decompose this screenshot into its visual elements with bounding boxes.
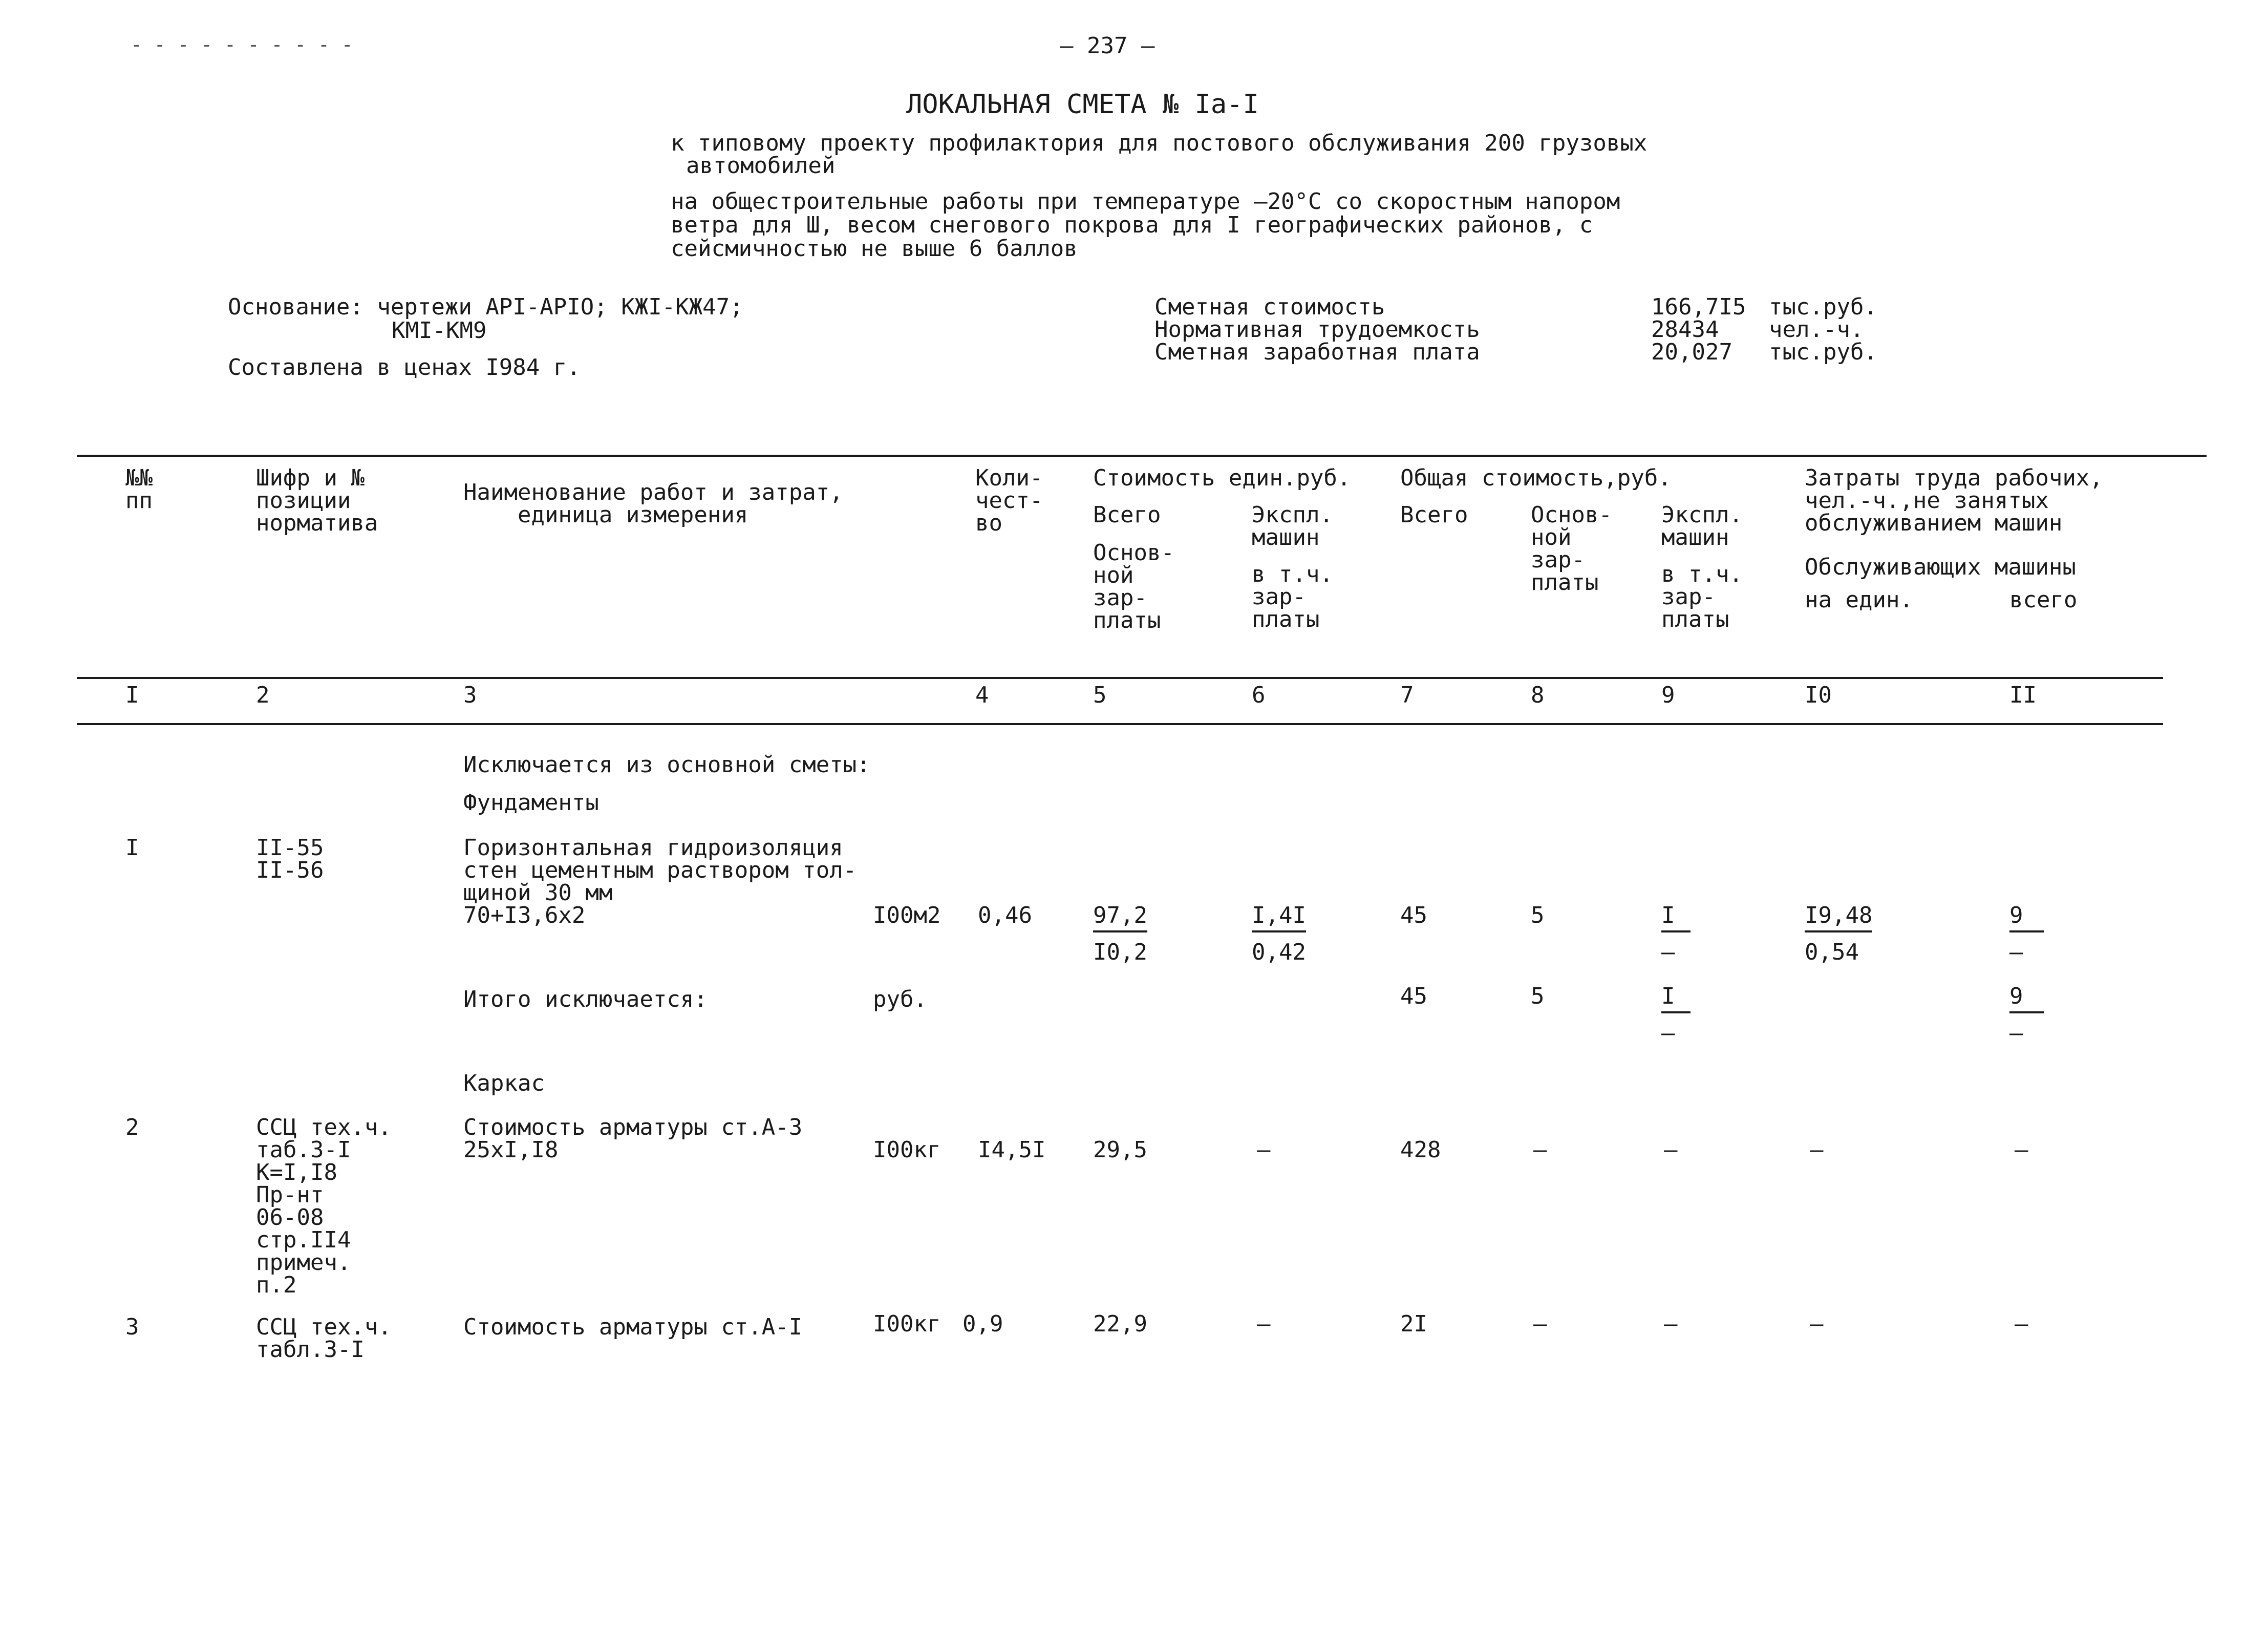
row-labor-total: – <box>2015 1137 2028 1163</box>
row-name: Стоимость арматуры ст.А-I <box>463 1314 803 1340</box>
col-header-name: Наименование работ и затрат, единица измерения <box>463 479 843 528</box>
subtotal-machines: I <box>1661 983 1691 1013</box>
subtitle-line-1: к типовому проекту профилактория для постового обслуживания 200 грузовых <box>671 130 1647 156</box>
row-labor-per-unit: I9,48 <box>1805 902 1872 932</box>
col-header-total-labor: всего <box>2009 587 2078 613</box>
row-unit-machines: I,4I <box>1252 902 1306 932</box>
basis-prices: Составлена в ценах I984 г. <box>228 354 581 380</box>
row-labor-per-unit-machines: 0,54 <box>1805 939 1859 965</box>
subtotal-machine-wages: – <box>1661 1020 1675 1046</box>
col-number: 5 <box>1093 682 1107 708</box>
table-top-rule <box>77 455 2207 457</box>
row-unit-machines: – <box>1257 1137 1271 1163</box>
row-unit-machine-wages: 0,42 <box>1252 939 1306 965</box>
subtotal-wages: 5 <box>1531 983 1545 1009</box>
basis-line-2: КМI-КМ9 <box>392 317 487 344</box>
row-labor-total: 9 <box>2009 902 2044 932</box>
row-total-wages: – <box>1533 1137 1547 1163</box>
col-header-labor-sub: Обслуживающих машины <box>1805 554 2076 580</box>
section-excluded: Исключается из основной сметы: <box>463 752 870 778</box>
row-unit-total: 22,9 <box>1093 1311 1147 1337</box>
col-header-unit-total: Всего <box>1093 502 1161 528</box>
row-number: I <box>125 835 139 861</box>
row-total: 2I <box>1400 1311 1427 1337</box>
row-unit: I00м2 <box>873 902 941 928</box>
row-quantity: 0,9 <box>962 1311 1003 1337</box>
col-header-total-machine-wages: в т.ч. зар- платы <box>1661 561 1743 632</box>
row-unit-wages: I0,2 <box>1093 939 1147 965</box>
row-unit-total: 97,2 <box>1093 902 1147 932</box>
page-number: – 237 – <box>1060 33 1155 59</box>
row-total-wages: – <box>1533 1311 1547 1337</box>
row-unit-total: 29,5 <box>1093 1137 1147 1163</box>
row-quantity: I4,5I <box>978 1137 1046 1163</box>
subtitle-line-3: ветра для Ш, весом снегового покрова для I географических районов, с <box>671 212 1593 238</box>
col-header-labor-group: Затраты труда рабочих, чел.-ч.,не занятых обслуживанием машин <box>1805 465 2103 536</box>
top-code: - - - - - - - - - - <box>131 33 353 56</box>
col-header-total-cost-group: Общая стоимость,руб. <box>1400 465 1672 491</box>
basis-line-1: Основание: чертежи АРI-АРIО; КЖI-КЖ47; <box>228 294 743 320</box>
col-number: 4 <box>975 682 989 708</box>
col-number: 9 <box>1661 682 1675 708</box>
header-bottom-rule <box>77 677 2163 679</box>
row-total-machines: I <box>1661 902 1691 932</box>
row-total-wages: 5 <box>1531 902 1545 928</box>
subtitle-line-4: сейсмичностью не выше 6 баллов <box>671 236 1078 262</box>
row-labor-total: – <box>2015 1311 2028 1337</box>
col-header-unit-machines: Экспл. машин <box>1252 502 1333 550</box>
section-frame: Каркас <box>463 1070 545 1096</box>
section-foundations: Фундаменты <box>463 790 599 816</box>
subtotal-label: Итого исключается: <box>463 986 708 1012</box>
col-number: 2 <box>256 682 270 708</box>
summary-value: 28434 <box>1651 316 1719 343</box>
row-total-machine-wages: – <box>1661 939 1675 965</box>
subtitle-line-2: на общестроительные работы при температуре –20°С со скоростным напором <box>671 188 1620 215</box>
row-total: 45 <box>1400 902 1427 928</box>
summary-unit: чел.-ч. <box>1769 316 1864 343</box>
subtotal-labor: 9 <box>2009 983 2044 1013</box>
col-header-per-unit: на един. <box>1805 587 1913 613</box>
row-name: Стоимость арматуры ст.А-3 25xI,I8 <box>463 1114 803 1163</box>
col-header-unit-wages: Основ- ной зар- платы <box>1093 540 1174 633</box>
summary-value: 166,7I5 <box>1651 294 1746 320</box>
summary-value: 20,027 <box>1651 339 1732 365</box>
subtotal-unit: руб. <box>873 986 927 1012</box>
col-number: 3 <box>463 682 477 708</box>
summary-label: Сметная стоимость <box>1154 294 1385 320</box>
row-labor-per-unit: – <box>1810 1137 1824 1163</box>
row-total-machines: – <box>1664 1311 1678 1337</box>
col-header-quantity: Коли- чест- во <box>975 465 1043 536</box>
col-header-number: №№ пп <box>125 465 153 514</box>
row-unit-machines: – <box>1257 1311 1271 1337</box>
col-number: I0 <box>1805 682 1832 708</box>
summary-label: Нормативная трудоемкость <box>1154 316 1480 343</box>
document-title: ЛОКАЛЬНАЯ СМЕТА № Iа-I <box>906 89 1259 120</box>
subtotal-total: 45 <box>1400 983 1427 1009</box>
col-header-unit-machine-wages: в т.ч. зар- платы <box>1252 561 1333 632</box>
row-number: 3 <box>125 1314 139 1340</box>
row-labor-per-unit: – <box>1810 1311 1824 1337</box>
row-code: ССЦ тех.ч. таб.3-I К=I,I8 Пр-нт 06-08 стр.II4 примеч. п.2 <box>256 1114 392 1298</box>
row-total: 428 <box>1400 1137 1441 1163</box>
row-unit: I00кг <box>873 1311 941 1337</box>
col-number: 7 <box>1400 682 1414 708</box>
col-number: 6 <box>1252 682 1266 708</box>
subtitle-line-1b: автомобилей <box>686 153 836 179</box>
row-code: II-55 II-56 <box>256 835 324 883</box>
row-labor-total-machines: – <box>2009 939 2023 965</box>
row-quantity: 0,46 <box>978 902 1032 928</box>
col-number: 8 <box>1531 682 1545 708</box>
column-numbers-rule <box>77 723 2163 725</box>
row-number: 2 <box>125 1114 139 1140</box>
row-unit: I00кг <box>873 1137 941 1163</box>
row-total-machines: – <box>1664 1137 1678 1163</box>
row-code: ССЦ тех.ч. табл.3-I <box>256 1314 392 1363</box>
summary-unit: тыс.руб. <box>1769 339 1877 365</box>
subtotal-labor-machines: – <box>2009 1020 2023 1046</box>
row-name: Горизонтальная гидроизоляция стен цементным раствором тол- щиной 30 мм 70+I3,6x2 <box>463 835 857 928</box>
col-header-total-machines: Экспл. машин <box>1661 502 1743 550</box>
col-header-total-wages: Основ- ной зар- платы <box>1531 502 1612 596</box>
summary-label: Сметная заработная плата <box>1154 339 1480 365</box>
col-number: II <box>2009 682 2037 708</box>
col-header-unit-cost-group: Стоимость един.руб. <box>1093 465 1351 491</box>
col-header-total: Всего <box>1400 502 1468 528</box>
summary-unit: тыс.руб. <box>1769 294 1877 320</box>
col-number: I <box>125 682 139 708</box>
col-header-code: Шифр и № позиции норматива <box>256 465 378 536</box>
